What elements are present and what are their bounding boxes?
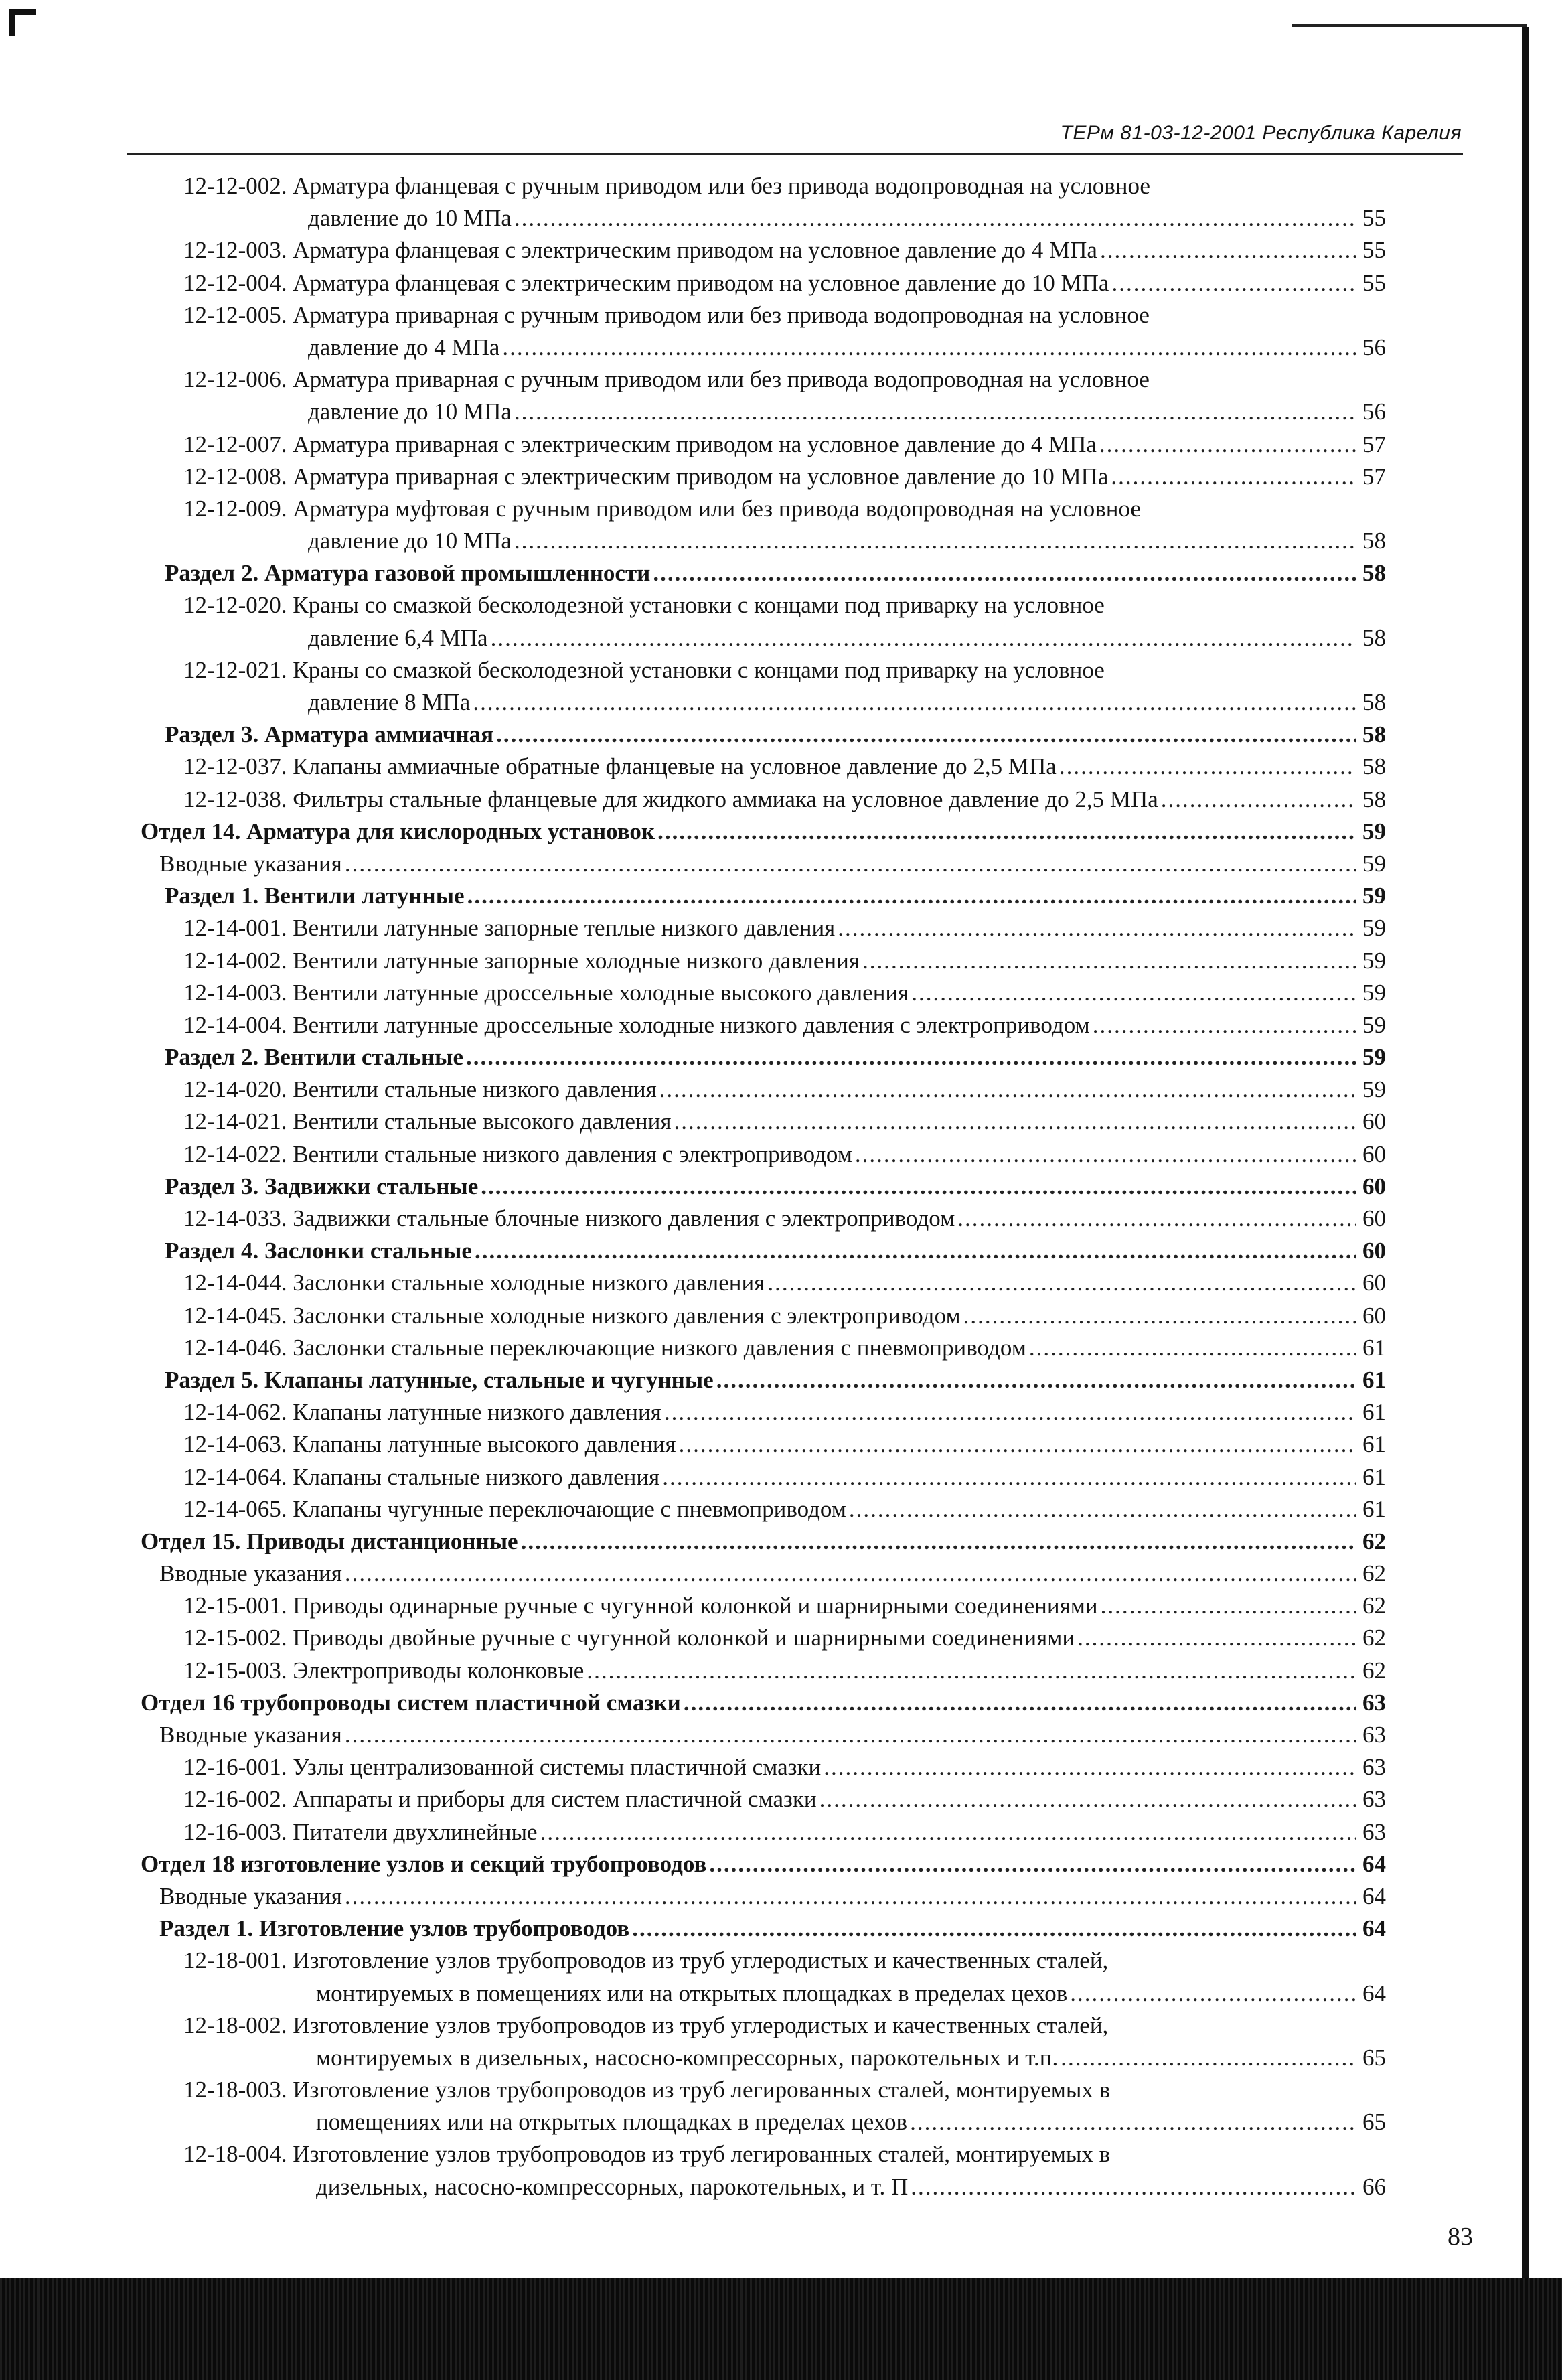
toc-page-number: 64 bbox=[1362, 1980, 1386, 2006]
dot-leader bbox=[1061, 2042, 1356, 2074]
toc-page-number: 56 bbox=[1362, 333, 1386, 360]
toc-entry bbox=[141, 234, 1386, 267]
toc-entry-title: 12-14-033. Задвижки стальные блочные низкого давления с электроприводом bbox=[183, 1205, 955, 1232]
running-header: ТЕРм 81-03-12-2001 Республика Карелия bbox=[1060, 122, 1462, 144]
toc-entry bbox=[141, 1461, 1386, 1493]
toc-entry-title: 12-12-009. Арматура муфтовая с ручным приводом или без привода водопроводная на условное bbox=[183, 495, 1141, 522]
toc-entry bbox=[141, 1816, 1386, 1848]
dot-leader bbox=[345, 1719, 1356, 1751]
page-number: 83 bbox=[1448, 2223, 1473, 2251]
toc-entry-title: 12-14-020. Вентили стальные низкого давления bbox=[183, 1076, 657, 1103]
toc-page-number: 58 bbox=[1362, 528, 1386, 554]
toc-entry-title: 12-12-020. Краны со смазкой бесколодезной установки с концами под приварку на условное bbox=[183, 592, 1105, 619]
scan-bottom-texture bbox=[0, 2278, 1562, 2380]
toc-entry-title: 12-15-001. Приводы одинарные ручные с чугунной колонкой и шарнирными соединениями bbox=[183, 1592, 1098, 1619]
toc-entry-title: 12-18-002. Изготовление узлов трубопроводов из труб углеродистых и качественных сталей, bbox=[183, 2012, 1109, 2038]
toc-entry-title: Раздел 1. Вентили латунные bbox=[165, 883, 465, 909]
dot-leader bbox=[345, 1880, 1356, 1913]
dot-leader bbox=[684, 1687, 1356, 1719]
toc-entry-line bbox=[141, 2138, 1386, 2170]
toc-entry-title: давление 8 МПа bbox=[308, 689, 471, 715]
toc-entry bbox=[141, 622, 1386, 654]
toc-entry-line bbox=[141, 1945, 1386, 1977]
dot-leader bbox=[496, 719, 1356, 751]
dot-leader bbox=[540, 1816, 1356, 1848]
toc-entry bbox=[141, 267, 1386, 299]
toc-page-number: 61 bbox=[1362, 1431, 1386, 1458]
toc-page-number: 64 bbox=[1362, 1850, 1386, 1877]
toc-entry-title: 12-12-003. Арматура фланцевая с электрическим приводом на условное давление до 4 МПа bbox=[183, 237, 1097, 264]
dot-leader bbox=[1059, 751, 1356, 783]
toc-entry bbox=[141, 977, 1386, 1009]
toc-entry bbox=[141, 2171, 1386, 2203]
toc-entry bbox=[141, 1428, 1386, 1461]
toc-heading bbox=[141, 1235, 1386, 1267]
dot-leader bbox=[1070, 1978, 1356, 2010]
toc-entry-title: 12-14-003. Вентили латунные дроссельные холодные высокого давления bbox=[183, 979, 909, 1006]
toc-entry-title: Вводные указания bbox=[159, 1882, 342, 1909]
toc-entry bbox=[141, 429, 1386, 461]
toc-entry bbox=[141, 1783, 1386, 1815]
toc-page-number: 62 bbox=[1362, 1592, 1386, 1619]
dot-leader bbox=[838, 912, 1356, 944]
toc-entry-title: давление до 10 МПа bbox=[308, 205, 512, 232]
toc-entry bbox=[141, 912, 1386, 944]
toc-entry-title: 12-15-002. Приводы двойные ручные с чугунной колонкой и шарнирными соединениями bbox=[183, 1625, 1075, 1651]
toc-entry-title: 12-18-001. Изготовление узлов трубопроводов из труб углеродистых и качественных сталей, bbox=[183, 1947, 1109, 1974]
dot-leader bbox=[664, 1396, 1356, 1428]
toc-page-number: 56 bbox=[1362, 398, 1386, 425]
toc-heading bbox=[141, 557, 1386, 589]
toc-entry bbox=[141, 1300, 1386, 1332]
toc-entry-title: 12-14-001. Вентили латунные запорные теплые низкого давления bbox=[183, 915, 836, 942]
header-rule bbox=[127, 153, 1463, 155]
dot-leader bbox=[587, 1655, 1356, 1687]
toc-entry-title: 12-12-007. Арматура приварная с электрическим приводом на условное давление до 4 МПа bbox=[183, 431, 1097, 457]
toc-entry-line bbox=[141, 299, 1386, 331]
toc-entry-title: 12-16-001. Узлы централизованной системы пластичной смазки bbox=[183, 1754, 822, 1781]
toc-page-number: 60 bbox=[1362, 1205, 1386, 1232]
toc-entry bbox=[141, 1719, 1386, 1751]
toc-entry-title: 12-12-005. Арматура приварная с ручным приводом или без привода водопроводная на условное bbox=[183, 301, 1150, 328]
toc-page-number: 62 bbox=[1362, 1528, 1386, 1554]
toc-page-number: 63 bbox=[1362, 1689, 1386, 1716]
toc-page-number: 59 bbox=[1362, 947, 1386, 974]
toc-page-number: 62 bbox=[1362, 1560, 1386, 1587]
toc-entry bbox=[141, 525, 1386, 557]
dot-leader bbox=[819, 1783, 1356, 1815]
toc-heading bbox=[141, 880, 1386, 912]
dot-leader bbox=[659, 1073, 1356, 1106]
toc-entry-title: монтируемых в дизельных, насосно-компрессорных, парокотельных и т.п. bbox=[316, 2044, 1059, 2071]
toc-heading bbox=[141, 1913, 1386, 1945]
toc-page-number: 63 bbox=[1362, 1754, 1386, 1781]
toc-heading bbox=[141, 1041, 1386, 1073]
toc-entry-title: Раздел 2. Арматура газовой промышленности bbox=[165, 560, 651, 587]
toc-entry bbox=[141, 1880, 1386, 1913]
toc-entry-title: 12-14-064. Клапаны стальные низкого давления bbox=[183, 1463, 660, 1490]
dot-leader bbox=[1111, 461, 1356, 493]
toc-page-number: 65 bbox=[1362, 2044, 1386, 2071]
toc-entry-title: 12-14-062. Клапаны латунные низкого давления bbox=[183, 1399, 661, 1426]
toc-page-number: 66 bbox=[1362, 2173, 1386, 2200]
dot-leader bbox=[653, 557, 1356, 589]
toc-entry bbox=[141, 396, 1386, 428]
toc-entry-title: Раздел 3. Арматура аммиачная bbox=[165, 721, 494, 748]
dot-leader bbox=[345, 1558, 1356, 1590]
toc-entry-title: 12-12-002. Арматура фланцевая с ручным приводом или без привода водопроводная на условное bbox=[183, 173, 1150, 199]
toc-page-number: 61 bbox=[1362, 1463, 1386, 1490]
toc-entry bbox=[141, 1751, 1386, 1783]
dot-leader bbox=[467, 880, 1356, 912]
toc-page-number: 60 bbox=[1362, 1108, 1386, 1135]
toc-page-number: 59 bbox=[1362, 818, 1386, 844]
toc-heading bbox=[141, 816, 1386, 848]
toc-entry-title: 12-12-037. Клапаны аммиачные обратные фланцевые на условное давление до 2,5 МПа bbox=[183, 753, 1057, 780]
toc-entry bbox=[141, 2042, 1386, 2074]
toc-entry bbox=[141, 686, 1386, 719]
toc-page-number: 63 bbox=[1362, 1722, 1386, 1748]
toc-entry-title: 12-16-002. Аппараты и приборы для систем пластичной смазки bbox=[183, 1786, 817, 1813]
toc-entry-title: Раздел 1. Изготовление узлов трубопроводов bbox=[159, 1915, 630, 1942]
toc-page-number: 65 bbox=[1362, 2109, 1386, 2136]
toc-page-number: 57 bbox=[1362, 463, 1386, 490]
toc-page-number: 61 bbox=[1362, 1366, 1386, 1393]
toc-entry-title: 12-12-008. Арматура приварная с электрическим приводом на условное давление до 10 МПа bbox=[183, 463, 1109, 490]
toc-entry-line bbox=[141, 654, 1386, 686]
toc-entry-title: Раздел 2. Вентили стальные bbox=[165, 1044, 464, 1071]
toc-entry bbox=[141, 1978, 1386, 2010]
toc-entry bbox=[141, 751, 1386, 783]
toc-entry-title: монтируемых в помещениях или на открытых площадках в пределах цехов bbox=[316, 1980, 1068, 2006]
dot-leader bbox=[1111, 267, 1356, 299]
toc-heading bbox=[141, 719, 1386, 751]
toc-entry-title: 12-14-045. Заслонки стальные холодные низкого давления с электроприводом bbox=[183, 1302, 961, 1329]
toc-entry-title: Отдел 18 изготовление узлов и секций трубопроводов bbox=[141, 1850, 707, 1877]
toc-entry-title: Вводные указания bbox=[159, 1722, 342, 1748]
toc-page-number: 59 bbox=[1362, 1044, 1386, 1071]
toc-page-number: 64 bbox=[1362, 1915, 1386, 1942]
toc-page-number: 58 bbox=[1362, 560, 1386, 587]
toc-page-number: 62 bbox=[1362, 1625, 1386, 1651]
toc-entry bbox=[141, 784, 1386, 816]
toc-entry bbox=[141, 1267, 1386, 1299]
toc-page-number: 63 bbox=[1362, 1786, 1386, 1813]
toc-entry-title: давление до 10 МПа bbox=[308, 398, 512, 425]
toc-entry bbox=[141, 2106, 1386, 2138]
toc-page-number: 58 bbox=[1362, 786, 1386, 812]
toc-page-number: 57 bbox=[1362, 431, 1386, 457]
toc-entry bbox=[141, 202, 1386, 234]
dot-leader bbox=[473, 686, 1356, 719]
toc-entry-title: помещениях или на открытых площадках в пределах цехов bbox=[316, 2109, 908, 2136]
toc-entry-title: Отдел 15. Приводы дистанционные bbox=[141, 1528, 518, 1554]
toc-entry bbox=[141, 1655, 1386, 1687]
toc-entry-title: Раздел 4. Заслонки стальные bbox=[165, 1238, 472, 1264]
toc-entry-title: 12-16-003. Питатели двухлинейные bbox=[183, 1818, 538, 1845]
toc-page-number: 60 bbox=[1362, 1238, 1386, 1264]
toc-entry-title: 12-12-004. Арматура фланцевая с электрическим приводом на условное давление до 10 МПа bbox=[183, 269, 1109, 296]
dot-leader bbox=[1029, 1332, 1356, 1364]
dot-leader bbox=[1093, 1009, 1356, 1041]
toc-entry-title: 12-12-038. Фильтры стальные фланцевые для жидкого аммиака на условное давление до 2,5 МПа bbox=[183, 786, 1158, 812]
toc-entry-title: 12-14-004. Вентили латунные дроссельные холодные низкого давления с электроприводом bbox=[183, 1011, 1090, 1038]
dot-leader bbox=[662, 1461, 1356, 1493]
toc-entry bbox=[141, 1332, 1386, 1364]
dot-leader bbox=[849, 1493, 1356, 1526]
dot-leader bbox=[716, 1364, 1356, 1396]
toc-page-number: 55 bbox=[1362, 237, 1386, 264]
toc-entry-title: Вводные указания bbox=[159, 850, 342, 877]
toc-entry-title: 12-14-002. Вентили латунные запорные холодные низкого давления bbox=[183, 947, 860, 974]
dot-leader bbox=[1161, 784, 1356, 816]
table-of-contents bbox=[141, 170, 1386, 2203]
toc-entry-title: Вводные указания bbox=[159, 1560, 342, 1587]
toc-page-number: 60 bbox=[1362, 1270, 1386, 1296]
toc-page-number: 58 bbox=[1362, 753, 1386, 780]
toc-heading bbox=[141, 1364, 1386, 1396]
toc-page-number: 61 bbox=[1362, 1495, 1386, 1522]
toc-entry-title: 12-15-003. Электроприводы колонковые bbox=[183, 1657, 584, 1684]
toc-entry bbox=[141, 1493, 1386, 1526]
toc-page-number: 59 bbox=[1362, 1076, 1386, 1103]
toc-page-number: 61 bbox=[1362, 1334, 1386, 1361]
toc-entry bbox=[141, 1590, 1386, 1622]
toc-entry bbox=[141, 331, 1386, 364]
toc-entry bbox=[141, 1138, 1386, 1171]
dot-leader bbox=[957, 1203, 1356, 1235]
toc-entry-title: давление до 10 МПа bbox=[308, 528, 512, 554]
toc-page-number: 62 bbox=[1362, 1657, 1386, 1684]
dot-leader bbox=[345, 848, 1356, 880]
toc-entry-title: Раздел 3. Задвижки стальные bbox=[165, 1173, 479, 1199]
toc-page-number: 59 bbox=[1362, 979, 1386, 1006]
toc-entry-line bbox=[141, 2010, 1386, 2042]
dot-leader bbox=[514, 525, 1356, 557]
toc-entry bbox=[141, 1396, 1386, 1428]
dot-leader bbox=[475, 1235, 1356, 1267]
dot-leader bbox=[521, 1526, 1356, 1558]
toc-heading bbox=[141, 1171, 1386, 1203]
toc-entry bbox=[141, 945, 1386, 977]
dot-leader bbox=[632, 1913, 1356, 1945]
dot-leader bbox=[824, 1751, 1356, 1783]
toc-entry-title: 12-18-003. Изготовление узлов трубопроводов из труб легированных сталей, монтируемых в bbox=[183, 2077, 1111, 2103]
toc-entry-line bbox=[141, 589, 1386, 621]
dot-leader bbox=[963, 1300, 1356, 1332]
dot-leader bbox=[1101, 1590, 1356, 1622]
toc-entry bbox=[141, 1009, 1386, 1041]
toc-entry-title: Раздел 5. Клапаны латунные, стальные и чугунные bbox=[165, 1366, 714, 1393]
toc-page-number: 60 bbox=[1362, 1302, 1386, 1329]
toc-page-number: 59 bbox=[1362, 915, 1386, 942]
toc-entry-line bbox=[141, 493, 1386, 525]
dot-leader bbox=[514, 202, 1356, 234]
toc-page-number: 60 bbox=[1362, 1140, 1386, 1167]
toc-entry-title: 12-14-021. Вентили стальные высокого давления bbox=[183, 1108, 672, 1135]
toc-page-number: 55 bbox=[1362, 269, 1386, 296]
toc-heading bbox=[141, 1526, 1386, 1558]
toc-page-number: 55 bbox=[1362, 205, 1386, 232]
dot-leader bbox=[481, 1171, 1356, 1203]
dot-leader bbox=[862, 945, 1356, 977]
toc-heading bbox=[141, 1848, 1386, 1880]
toc-page-number: 58 bbox=[1362, 689, 1386, 715]
dot-leader bbox=[1077, 1622, 1356, 1654]
toc-entry-title: 12-18-004. Изготовление узлов трубопроводов из труб легированных сталей, монтируемых в bbox=[183, 2141, 1111, 2168]
toc-entry bbox=[141, 1558, 1386, 1590]
dot-leader bbox=[911, 2171, 1356, 2203]
dot-leader bbox=[657, 816, 1356, 848]
toc-entry-title: Отдел 16 трубопроводы систем пластичной смазки bbox=[141, 1689, 681, 1716]
toc-entry-title: 12-12-021. Краны со смазкой бесколодезной установки с концами под приварку на условное bbox=[183, 656, 1105, 683]
toc-entry-line bbox=[141, 2074, 1386, 2106]
dot-leader bbox=[911, 977, 1356, 1009]
dot-leader bbox=[709, 1848, 1356, 1880]
toc-entry bbox=[141, 1106, 1386, 1138]
toc-entry bbox=[141, 1622, 1386, 1654]
scan-edge-top bbox=[1292, 24, 1527, 27]
toc-entry-line bbox=[141, 170, 1386, 202]
toc-entry-title: давление до 4 МПа bbox=[308, 333, 500, 360]
toc-entry-title: Отдел 14. Арматура для кислородных установок bbox=[141, 818, 655, 844]
toc-entry-title: дизельных, насосно-компрессорных, парокотельных, и т. П bbox=[316, 2173, 909, 2200]
dot-leader bbox=[910, 2106, 1356, 2138]
toc-entry bbox=[141, 461, 1386, 493]
dot-leader bbox=[855, 1138, 1356, 1171]
toc-entry bbox=[141, 848, 1386, 880]
scan-edge-right bbox=[1522, 27, 1529, 2290]
toc-entry bbox=[141, 1073, 1386, 1106]
toc-page-number: 58 bbox=[1362, 721, 1386, 748]
toc-page-number: 58 bbox=[1362, 624, 1386, 651]
toc-page-number: 64 bbox=[1362, 1882, 1386, 1909]
toc-entry-line bbox=[141, 364, 1386, 396]
dot-leader bbox=[514, 396, 1356, 428]
dot-leader bbox=[767, 1267, 1356, 1299]
toc-heading bbox=[141, 1687, 1386, 1719]
toc-entry-title: 12-12-006. Арматура приварная с ручным приводом или без привода водопроводная на условное bbox=[183, 366, 1150, 393]
toc-entry bbox=[141, 1203, 1386, 1235]
toc-entry-title: 12-14-022. Вентили стальные низкого давления с электроприводом bbox=[183, 1140, 852, 1167]
toc-entry-title: 12-14-063. Клапаны латунные высокого давления bbox=[183, 1431, 676, 1458]
dot-leader bbox=[679, 1428, 1356, 1461]
toc-page-number: 61 bbox=[1362, 1399, 1386, 1426]
toc-entry-title: 12-14-065. Клапаны чугунные переключающие с пневмоприводом bbox=[183, 1495, 846, 1522]
toc-page-number: 59 bbox=[1362, 850, 1386, 877]
toc-page-number: 59 bbox=[1362, 1011, 1386, 1038]
toc-page-number: 60 bbox=[1362, 1173, 1386, 1199]
dot-leader bbox=[1100, 234, 1356, 267]
toc-page-number: 63 bbox=[1362, 1818, 1386, 1845]
toc-page-number: 59 bbox=[1362, 883, 1386, 909]
dot-leader bbox=[1099, 429, 1356, 461]
dot-leader bbox=[502, 331, 1356, 364]
scan-corner-mark bbox=[9, 9, 36, 36]
dot-leader bbox=[674, 1106, 1356, 1138]
toc-entry-title: 12-14-044. Заслонки стальные холодные низкого давления bbox=[183, 1270, 765, 1296]
dot-leader bbox=[491, 622, 1356, 654]
toc-entry-title: 12-14-046. Заслонки стальные переключающие низкого давления с пневмоприводом bbox=[183, 1334, 1026, 1361]
toc-entry-title: давление 6,4 МПа bbox=[308, 624, 488, 651]
dot-leader bbox=[466, 1041, 1356, 1073]
